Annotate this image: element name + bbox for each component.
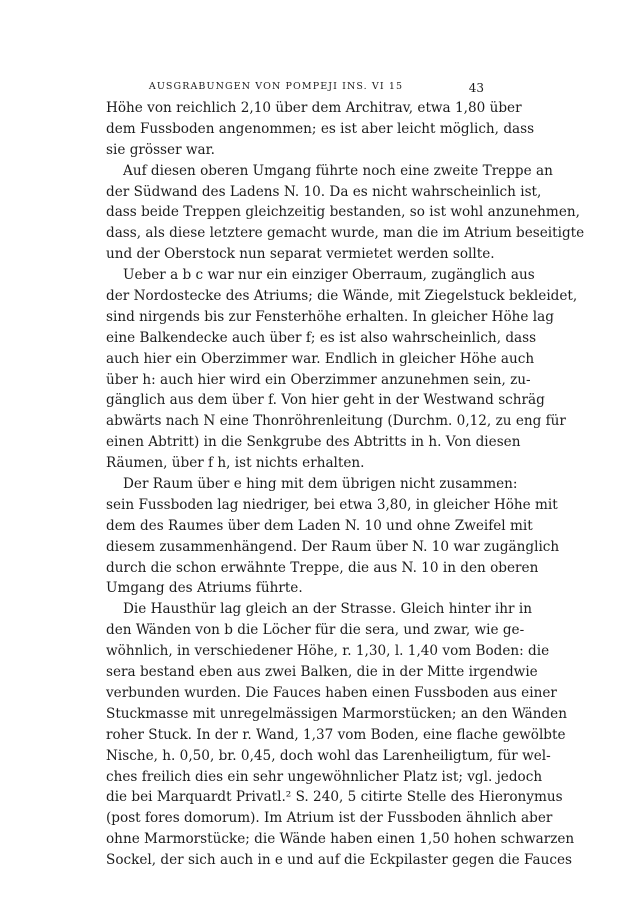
text-line: Stuckmasse mit unregelmässigen Marmorstücken; an den Wänden bbox=[106, 705, 567, 722]
text-line: roher Stuck. In der r. Wand, 1,37 vom Boden, eine flache gewölbte bbox=[106, 726, 566, 743]
text-line: dass beide Treppen gleichzeitig bestanden, so ist wohl anzunehmen, bbox=[106, 204, 580, 221]
text-line: Räumen, über f h, ist nichts erhalten. bbox=[106, 455, 365, 472]
text-line: Umgang des Atriums führte. bbox=[106, 580, 303, 597]
text-line: gänglich aus dem über f. Von hier geht in der Westwand schräg bbox=[106, 392, 545, 409]
text-line: (post fores domorum). Im Atrium ist der Fussboden ähnlich aber bbox=[106, 810, 553, 827]
text-line: Nische, h. 0,50, br. 0,45, doch wohl das Larenheiligtum, für wel- bbox=[106, 747, 551, 764]
text-line: die bei Marquardt Privatl.² S. 240, 5 citirte Stelle des Hieronymus bbox=[106, 789, 563, 806]
body-text bbox=[106, 98, 585, 871]
text-line: eine Balkendecke auch über f; es ist also wahrscheinlich, dass bbox=[106, 329, 537, 346]
text-line: Sockel, der sich auch in e und auf die Eckpilaster gegen die Fauces bbox=[106, 852, 573, 869]
text-line: diesem zusammenhängend. Der Raum über N. 10 war zugänglich bbox=[106, 538, 560, 555]
page-header bbox=[108, 81, 484, 97]
text-line: ches freilich dies ein sehr ungewöhnlicher Platz ist; vgl. jedoch bbox=[106, 768, 543, 785]
text-line: durch die schon erwähnte Treppe, die aus N. 10 in den oberen bbox=[106, 559, 539, 576]
text-line: dem des Raumes über dem Laden N. 10 und ohne Zweifel mit bbox=[106, 517, 533, 534]
text-line: dem Fussboden angenommen; es ist aber leicht möglich, dass bbox=[106, 120, 535, 137]
text-line: Auf diesen oberen Umgang führte noch eine zweite Treppe an bbox=[123, 162, 553, 179]
text-line: sein Fussboden lag niedriger, bei etwa 3,80, in gleicher Höhe mit bbox=[106, 496, 558, 513]
text-line: der Nordostecke des Atriums; die Wände, mit Ziegelstuck bekleidet, bbox=[106, 288, 578, 305]
text-line: sera bestand eben aus zwei Balken, die in der Mitte irgendwie bbox=[106, 664, 538, 681]
text-line: wöhnlich, in verschiedener Höhe, r. 1,30, l. 1,40 vom Boden: die bbox=[106, 643, 550, 660]
running-head: AUSGRABUNGEN VON POMPEJI INS. VI 15 bbox=[148, 81, 404, 92]
text-line: sind nirgends bis zur Fensterhöhe erhalten. In gleicher Höhe lag bbox=[106, 308, 554, 325]
text-line: einen Abtritt) in die Senkgrube des Abtritts in h. Von diesen bbox=[106, 434, 521, 451]
text-line: Ueber a b c war nur ein einziger Oberraum, zugänglich aus bbox=[123, 267, 535, 284]
text-line: dass, als diese letztere gemacht wurde, man die im Atrium beseitigte bbox=[106, 225, 585, 242]
text-line: sie grösser war. bbox=[106, 141, 215, 158]
text-line: ohne Marmorstücke; die Wände haben einen 1,50 hohen schwarzen bbox=[106, 831, 575, 848]
text-line: und der Oberstock nun separat vermietet werden sollte. bbox=[106, 246, 495, 263]
text-line: Der Raum über e hing mit dem übrigen nicht zusammen: bbox=[123, 476, 518, 493]
text-line: Höhe von reichlich 2,10 über dem Architrav, etwa 1,80 über bbox=[106, 100, 522, 116]
text-line: der Südwand des Ladens N. 10. Da es nicht wahrscheinlich ist, bbox=[106, 183, 542, 200]
text-line: verbunden wurden. Die Fauces haben einen Fussboden aus einer bbox=[106, 684, 557, 701]
text-line: abwärts nach N eine Thonröhrenleitung (Durchm. 0,12, zu eng für bbox=[106, 413, 566, 430]
text-line: über h: auch hier wird ein Oberzimmer anzunehmen sein, zu- bbox=[106, 371, 531, 388]
text-line: Die Hausthür lag gleich an der Strasse. Gleich hinter ihr in bbox=[123, 601, 532, 618]
text-line: den Wänden von b die Löcher für die sera, und zwar, wie ge- bbox=[106, 622, 525, 639]
page-number: 43 bbox=[468, 81, 484, 95]
text-line: auch hier ein Oberzimmer war. Endlich in gleicher Höhe auch bbox=[106, 350, 535, 367]
